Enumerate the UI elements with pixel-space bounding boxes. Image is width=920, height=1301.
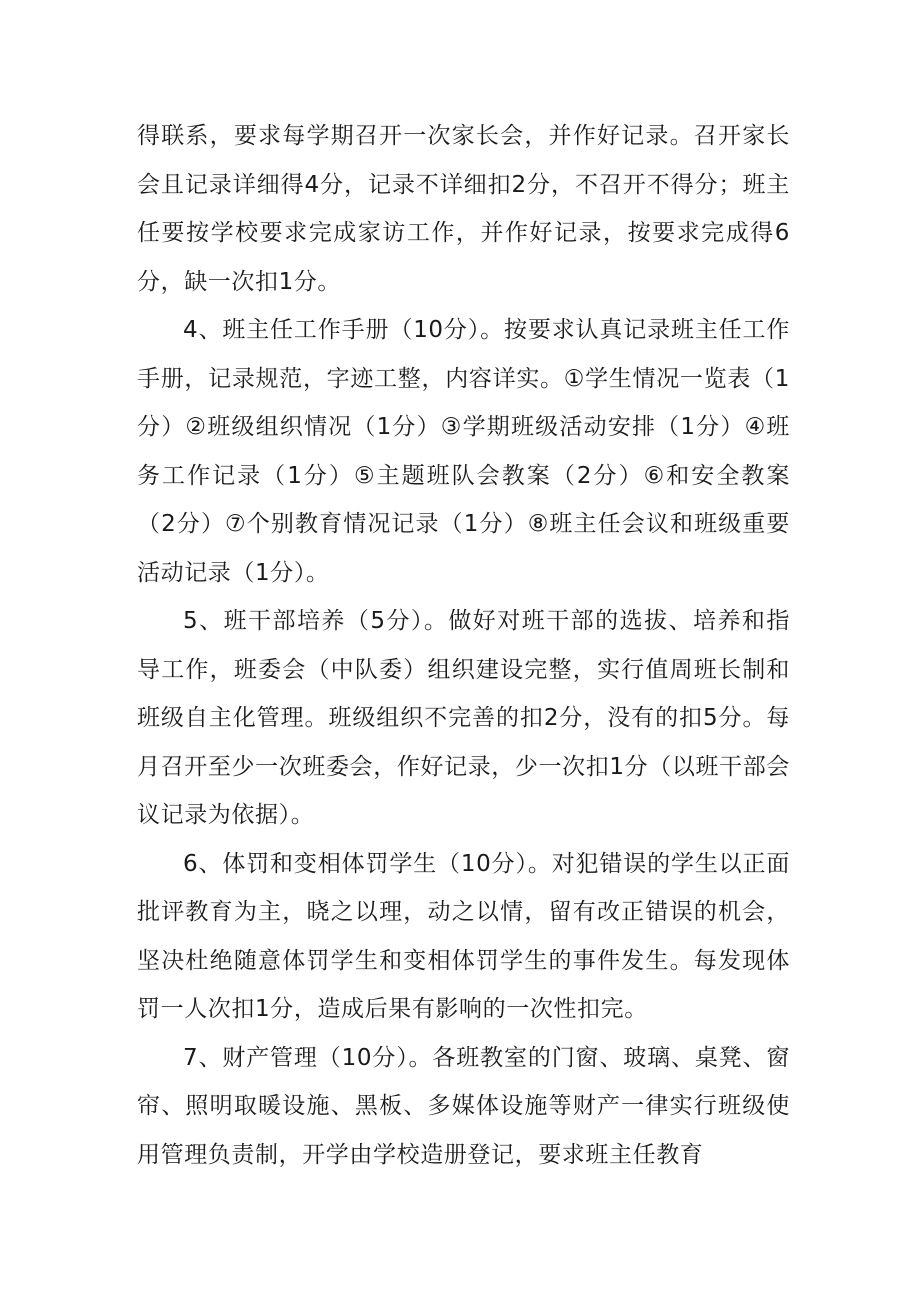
paragraph-property-management: 7、财产管理（10分）。各班教室的门窗、玻璃、桌凳、窗帘、照明取暖设施、黑板、多媒体设施等财产一律实行班级使用管理负责制，开学由学校造册登记，要求班主任教育 — [137, 1044, 790, 1168]
paragraph-teacher-handbook: 4、班主任工作手册（10分）。按要求认真记录班主任工作手册，记录规范，字迹工整，内容详实。①学生情况一览表（1分）②班级组织情况（1分）③学期班级活动安排（1分）④班务工作记录（1分）⑤主题班队会教案（2分）⑥和安全教案（2分）⑦个别教育情况记录（1分）⑧班主任会议和班级重要活动记录（1分）。 — [137, 317, 790, 586]
paragraph-parent-meeting-continuation: 得联系，要求每学期召开一次家长会，并作好记录。召开家长会且记录详细得4分，记录不详细扣2分，不召开不得分；班主任要按学校要求完成家访工作，并作好记录，按要求完成得6分，缺一次扣1分。 — [137, 123, 790, 295]
paragraph-corporal-punishment: 6、体罚和变相体罚学生（10分）。对犯错误的学生以正面批评教育为主，晓之以理，动之以情，留有改正错误的机会，坚决杜绝随意体罚学生和变相体罚学生的事件发生。每发现体罚一人次扣1分，造成后果有影响的一次性扣完。 — [137, 850, 790, 1022]
document-body — [137, 112, 790, 1179]
paragraph-class-cadre-training: 5、班干部培养（5分）。做好对班干部的选拔、培养和指导工作，班委会（中队委）组织建设完整，实行值周班长制和班级自主化管理。班级组织不完善的扣2分，没有的扣5分。每月召开至少一次班委会，作好记录，少一次扣1分（以班干部会议记录为依据）。 — [137, 608, 790, 828]
